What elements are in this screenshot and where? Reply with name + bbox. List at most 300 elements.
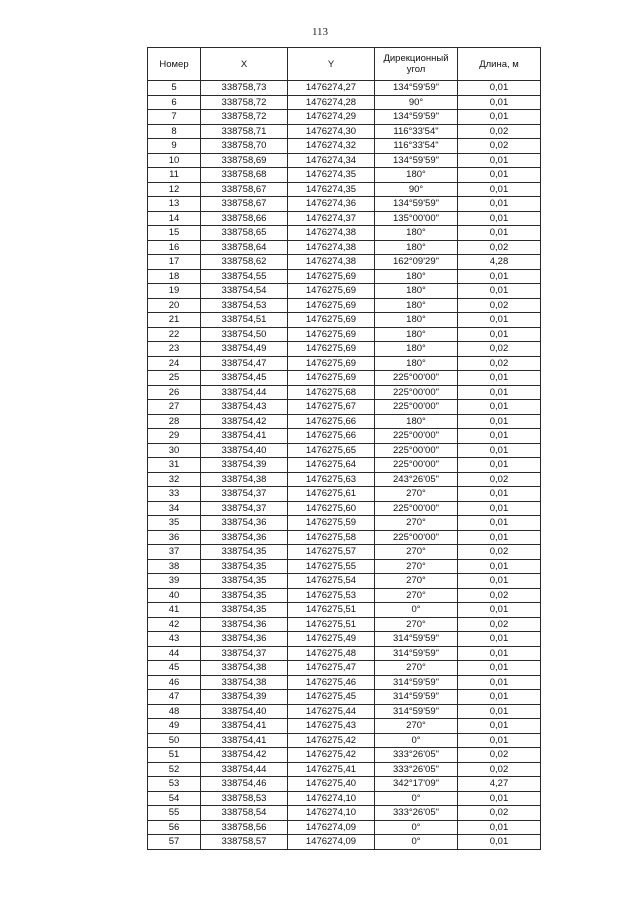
cell-x: 338754,49	[201, 342, 288, 357]
cell-length: 0,01	[458, 443, 541, 458]
cell-direction-angle: 225°00'00"	[375, 371, 458, 386]
cell-number: 32	[148, 472, 201, 487]
table-row	[148, 400, 541, 415]
cell-number: 10	[148, 153, 201, 168]
cell-direction-angle: 333°26'05"	[375, 762, 458, 777]
cell-number: 9	[148, 139, 201, 154]
cell-number: 16	[148, 240, 201, 255]
cell-y: 1476275,41	[288, 762, 375, 777]
table-row	[148, 704, 541, 719]
cell-length: 0,01	[458, 400, 541, 415]
cell-x: 338758,64	[201, 240, 288, 255]
cell-number: 28	[148, 414, 201, 429]
cell-y: 1476275,69	[288, 371, 375, 386]
cell-x: 338754,43	[201, 400, 288, 415]
cell-x: 338754,37	[201, 501, 288, 516]
cell-length: 4,28	[458, 255, 541, 270]
header-length: Длина, м	[458, 48, 541, 81]
cell-number: 6	[148, 95, 201, 110]
cell-y: 1476275,69	[288, 342, 375, 357]
cell-y: 1476275,60	[288, 501, 375, 516]
table-row	[148, 675, 541, 690]
table-row	[148, 617, 541, 632]
cell-x: 338754,41	[201, 733, 288, 748]
cell-length: 0,01	[458, 603, 541, 618]
cell-direction-angle: 270°	[375, 661, 458, 676]
cell-number: 51	[148, 748, 201, 763]
cell-y: 1476274,35	[288, 182, 375, 197]
table-row	[148, 791, 541, 806]
cell-direction-angle: 135°00'00"	[375, 211, 458, 226]
cell-y: 1476274,30	[288, 124, 375, 139]
cell-length: 0,02	[458, 762, 541, 777]
cell-number: 5	[148, 81, 201, 96]
cell-length: 0,01	[458, 81, 541, 96]
cell-length: 0,01	[458, 110, 541, 125]
cell-y: 1476275,69	[288, 356, 375, 371]
cell-direction-angle: 0°	[375, 603, 458, 618]
cell-y: 1476275,49	[288, 632, 375, 647]
cell-x: 338754,38	[201, 675, 288, 690]
cell-number: 42	[148, 617, 201, 632]
cell-number: 31	[148, 458, 201, 473]
page-number: 113	[311, 26, 329, 38]
cell-number: 12	[148, 182, 201, 197]
cell-length: 0,01	[458, 632, 541, 647]
cell-length: 0,02	[458, 472, 541, 487]
table-row	[148, 559, 541, 574]
table-row	[148, 530, 541, 545]
cell-length: 0,01	[458, 690, 541, 705]
cell-number: 20	[148, 298, 201, 313]
cell-number: 15	[148, 226, 201, 241]
cell-length: 0,01	[458, 385, 541, 400]
cell-x: 338758,72	[201, 110, 288, 125]
cell-direction-angle: 116°33'54"	[375, 139, 458, 154]
cell-x: 338754,35	[201, 574, 288, 589]
cell-y: 1476274,38	[288, 255, 375, 270]
cell-length: 0,02	[458, 617, 541, 632]
table-row	[148, 719, 541, 734]
table-row	[148, 443, 541, 458]
cell-length: 0,02	[458, 139, 541, 154]
cell-number: 50	[148, 733, 201, 748]
cell-x: 338758,65	[201, 226, 288, 241]
cell-x: 338754,35	[201, 603, 288, 618]
cell-x: 338754,50	[201, 327, 288, 342]
cell-y: 1476275,40	[288, 777, 375, 792]
cell-length: 0,02	[458, 748, 541, 763]
cell-length: 0,02	[458, 545, 541, 560]
table-row	[148, 733, 541, 748]
table-row	[148, 95, 541, 110]
cell-y: 1476275,44	[288, 704, 375, 719]
cell-x: 338758,62	[201, 255, 288, 270]
cell-direction-angle: 270°	[375, 545, 458, 560]
cell-direction-angle: 333°26'05"	[375, 806, 458, 821]
cell-length: 0,01	[458, 733, 541, 748]
cell-length: 4,27	[458, 777, 541, 792]
cell-direction-angle: 270°	[375, 719, 458, 734]
cell-direction-angle: 342°17'09"	[375, 777, 458, 792]
table-row	[148, 197, 541, 212]
cell-length: 0,02	[458, 240, 541, 255]
cell-length: 0,01	[458, 574, 541, 589]
cell-x: 338754,51	[201, 313, 288, 328]
cell-x: 338754,42	[201, 414, 288, 429]
cell-number: 8	[148, 124, 201, 139]
cell-direction-angle: 314°59'59"	[375, 646, 458, 661]
cell-x: 338758,56	[201, 820, 288, 835]
table-row	[148, 661, 541, 676]
cell-x: 338754,38	[201, 472, 288, 487]
cell-length: 0,01	[458, 530, 541, 545]
cell-x: 338754,37	[201, 487, 288, 502]
cell-y: 1476274,35	[288, 168, 375, 183]
cell-number: 7	[148, 110, 201, 125]
cell-length: 0,02	[458, 806, 541, 821]
cell-y: 1476275,69	[288, 313, 375, 328]
cell-y: 1476274,32	[288, 139, 375, 154]
cell-x: 338754,41	[201, 429, 288, 444]
cell-number: 46	[148, 675, 201, 690]
cell-y: 1476274,36	[288, 197, 375, 212]
cell-number: 45	[148, 661, 201, 676]
cell-y: 1476274,09	[288, 820, 375, 835]
table-row	[148, 385, 541, 400]
cell-x: 338754,41	[201, 719, 288, 734]
cell-y: 1476274,38	[288, 226, 375, 241]
cell-x: 338754,55	[201, 269, 288, 284]
cell-number: 44	[148, 646, 201, 661]
cell-length: 0,01	[458, 501, 541, 516]
cell-number: 41	[148, 603, 201, 618]
cell-direction-angle: 134°59'59"	[375, 81, 458, 96]
cell-x: 338758,53	[201, 791, 288, 806]
cell-y: 1476274,28	[288, 95, 375, 110]
cell-direction-angle: 180°	[375, 168, 458, 183]
cell-length: 0,01	[458, 704, 541, 719]
table-row	[148, 748, 541, 763]
table-row	[148, 820, 541, 835]
cell-direction-angle: 270°	[375, 574, 458, 589]
cell-length: 0,01	[458, 313, 541, 328]
table-row	[148, 298, 541, 313]
cell-direction-angle: 314°59'59"	[375, 675, 458, 690]
cell-direction-angle: 314°59'59"	[375, 690, 458, 705]
cell-number: 38	[148, 559, 201, 574]
table-row	[148, 414, 541, 429]
cell-y: 1476275,69	[288, 269, 375, 284]
cell-direction-angle: 180°	[375, 356, 458, 371]
table-row	[148, 472, 541, 487]
cell-x: 338758,73	[201, 81, 288, 96]
table-row	[148, 327, 541, 342]
cell-length: 0,02	[458, 588, 541, 603]
table-row	[148, 356, 541, 371]
cell-length: 0,01	[458, 675, 541, 690]
header-number: Номер	[148, 48, 201, 81]
cell-direction-angle: 180°	[375, 342, 458, 357]
cell-y: 1476275,69	[288, 327, 375, 342]
cell-direction-angle: 134°59'59"	[375, 197, 458, 212]
cell-y: 1476275,55	[288, 559, 375, 574]
cell-number: 11	[148, 168, 201, 183]
cell-x: 338754,46	[201, 777, 288, 792]
header-row	[148, 48, 541, 81]
cell-direction-angle: 180°	[375, 298, 458, 313]
cell-direction-angle: 134°59'59"	[375, 110, 458, 125]
cell-direction-angle: 180°	[375, 313, 458, 328]
cell-length: 0,01	[458, 646, 541, 661]
cell-y: 1476275,42	[288, 748, 375, 763]
cell-y: 1476274,10	[288, 791, 375, 806]
table-row	[148, 501, 541, 516]
cell-direction-angle: 180°	[375, 269, 458, 284]
cell-length: 0,01	[458, 429, 541, 444]
cell-length: 0,01	[458, 820, 541, 835]
cell-direction-angle: 225°00'00"	[375, 458, 458, 473]
table-body	[148, 81, 541, 850]
cell-x: 338754,44	[201, 762, 288, 777]
table-row	[148, 313, 541, 328]
cell-direction-angle: 180°	[375, 284, 458, 299]
cell-x: 338758,72	[201, 95, 288, 110]
cell-length: 0,02	[458, 342, 541, 357]
cell-direction-angle: 243°26'05"	[375, 472, 458, 487]
cell-y: 1476275,42	[288, 733, 375, 748]
cell-number: 57	[148, 835, 201, 850]
table-row	[148, 806, 541, 821]
cell-x: 338754,36	[201, 632, 288, 647]
cell-y: 1476275,67	[288, 400, 375, 415]
table-row	[148, 487, 541, 502]
cell-number: 54	[148, 791, 201, 806]
cell-y: 1476275,69	[288, 284, 375, 299]
cell-y: 1476275,58	[288, 530, 375, 545]
cell-x: 338754,39	[201, 458, 288, 473]
cell-length: 0,01	[458, 269, 541, 284]
cell-length: 0,01	[458, 182, 541, 197]
table-row	[148, 603, 541, 618]
header-y: Y	[288, 48, 375, 81]
table-row	[148, 269, 541, 284]
cell-number: 55	[148, 806, 201, 821]
cell-number: 34	[148, 501, 201, 516]
cell-y: 1476274,09	[288, 835, 375, 850]
table-row	[148, 124, 541, 139]
cell-direction-angle: 0°	[375, 835, 458, 850]
cell-direction-angle: 225°00'00"	[375, 530, 458, 545]
cell-y: 1476274,29	[288, 110, 375, 125]
table-row	[148, 371, 541, 386]
cell-y: 1476275,61	[288, 487, 375, 502]
cell-number: 53	[148, 777, 201, 792]
cell-number: 47	[148, 690, 201, 705]
cell-y: 1476275,51	[288, 617, 375, 632]
cell-y: 1476275,66	[288, 429, 375, 444]
cell-x: 338754,40	[201, 704, 288, 719]
table-row	[148, 168, 541, 183]
cell-y: 1476275,43	[288, 719, 375, 734]
cell-y: 1476275,59	[288, 516, 375, 531]
cell-number: 39	[148, 574, 201, 589]
cell-direction-angle: 270°	[375, 487, 458, 502]
cell-y: 1476275,54	[288, 574, 375, 589]
cell-number: 33	[148, 487, 201, 502]
cell-length: 0,01	[458, 284, 541, 299]
cell-y: 1476275,68	[288, 385, 375, 400]
table-row	[148, 516, 541, 531]
table-row	[148, 284, 541, 299]
cell-x: 338754,36	[201, 617, 288, 632]
table-row	[148, 226, 541, 241]
cell-length: 0,01	[458, 487, 541, 502]
cell-y: 1476274,34	[288, 153, 375, 168]
table-row	[148, 646, 541, 661]
cell-number: 14	[148, 211, 201, 226]
cell-y: 1476274,10	[288, 806, 375, 821]
cell-y: 1476275,53	[288, 588, 375, 603]
cell-y: 1476275,45	[288, 690, 375, 705]
cell-number: 18	[148, 269, 201, 284]
cell-direction-angle: 0°	[375, 733, 458, 748]
header-x: X	[201, 48, 288, 81]
cell-length: 0,01	[458, 835, 541, 850]
cell-length: 0,01	[458, 516, 541, 531]
cell-number: 27	[148, 400, 201, 415]
cell-number: 29	[148, 429, 201, 444]
cell-length: 0,01	[458, 414, 541, 429]
cell-direction-angle: 0°	[375, 820, 458, 835]
table-header	[148, 48, 541, 81]
cell-direction-angle: 225°00'00"	[375, 443, 458, 458]
cell-length: 0,01	[458, 791, 541, 806]
cell-number: 48	[148, 704, 201, 719]
cell-x: 338758,67	[201, 197, 288, 212]
cell-x: 338758,67	[201, 182, 288, 197]
cell-length: 0,02	[458, 124, 541, 139]
cell-length: 0,02	[458, 356, 541, 371]
cell-number: 52	[148, 762, 201, 777]
cell-number: 35	[148, 516, 201, 531]
cell-number: 25	[148, 371, 201, 386]
cell-x: 338754,45	[201, 371, 288, 386]
cell-number: 21	[148, 313, 201, 328]
cell-length: 0,01	[458, 371, 541, 386]
table-row	[148, 211, 541, 226]
cell-x: 338758,68	[201, 168, 288, 183]
cell-x: 338758,70	[201, 139, 288, 154]
cell-x: 338758,66	[201, 211, 288, 226]
cell-y: 1476275,64	[288, 458, 375, 473]
table-row	[148, 632, 541, 647]
cell-length: 0,01	[458, 226, 541, 241]
cell-direction-angle: 90°	[375, 182, 458, 197]
cell-direction-angle: 225°00'00"	[375, 400, 458, 415]
cell-x: 338754,54	[201, 284, 288, 299]
cell-x: 338754,35	[201, 588, 288, 603]
cell-number: 56	[148, 820, 201, 835]
cell-length: 0,01	[458, 168, 541, 183]
cell-x: 338754,47	[201, 356, 288, 371]
cell-y: 1476275,57	[288, 545, 375, 560]
cell-length: 0,01	[458, 458, 541, 473]
cell-y: 1476275,46	[288, 675, 375, 690]
cell-length: 0,01	[458, 327, 541, 342]
cell-length: 0,01	[458, 197, 541, 212]
cell-number: 17	[148, 255, 201, 270]
cell-x: 338758,69	[201, 153, 288, 168]
cell-number: 37	[148, 545, 201, 560]
cell-y: 1476275,65	[288, 443, 375, 458]
cell-y: 1476274,38	[288, 240, 375, 255]
cell-number: 13	[148, 197, 201, 212]
cell-direction-angle: 270°	[375, 516, 458, 531]
cell-y: 1476275,69	[288, 298, 375, 313]
cell-x: 338754,42	[201, 748, 288, 763]
cell-x: 338754,53	[201, 298, 288, 313]
cell-direction-angle: 314°59'59"	[375, 632, 458, 647]
cell-number: 49	[148, 719, 201, 734]
table-row	[148, 545, 541, 560]
table-row	[148, 835, 541, 850]
table-row	[148, 342, 541, 357]
cell-direction-angle: 225°00'00"	[375, 429, 458, 444]
table-row	[148, 777, 541, 792]
coordinates-table	[147, 47, 541, 850]
cell-direction-angle: 270°	[375, 559, 458, 574]
cell-direction-angle: 116°33'54"	[375, 124, 458, 139]
table-row	[148, 690, 541, 705]
table-row	[148, 153, 541, 168]
cell-y: 1476275,48	[288, 646, 375, 661]
cell-direction-angle: 162°09'29"	[375, 255, 458, 270]
cell-direction-angle: 270°	[375, 588, 458, 603]
cell-number: 23	[148, 342, 201, 357]
cell-x: 338758,54	[201, 806, 288, 821]
table-row	[148, 255, 541, 270]
table-row	[148, 429, 541, 444]
cell-number: 24	[148, 356, 201, 371]
cell-x: 338754,35	[201, 545, 288, 560]
table-row	[148, 240, 541, 255]
cell-x: 338754,37	[201, 646, 288, 661]
table-row	[148, 588, 541, 603]
cell-x: 338754,40	[201, 443, 288, 458]
cell-number: 36	[148, 530, 201, 545]
cell-length: 0,01	[458, 719, 541, 734]
cell-number: 40	[148, 588, 201, 603]
cell-number: 26	[148, 385, 201, 400]
cell-direction-angle: 180°	[375, 414, 458, 429]
table-row	[148, 458, 541, 473]
table-row	[148, 182, 541, 197]
cell-length: 0,01	[458, 95, 541, 110]
cell-y: 1476275,51	[288, 603, 375, 618]
cell-length: 0,01	[458, 153, 541, 168]
cell-direction-angle: 314°59'59"	[375, 704, 458, 719]
table-row	[148, 574, 541, 589]
cell-y: 1476275,47	[288, 661, 375, 676]
cell-x: 338754,38	[201, 661, 288, 676]
cell-x: 338754,36	[201, 516, 288, 531]
cell-direction-angle: 180°	[375, 226, 458, 241]
table-row	[148, 81, 541, 96]
cell-direction-angle: 225°00'00"	[375, 385, 458, 400]
cell-direction-angle: 90°	[375, 95, 458, 110]
table-row	[148, 139, 541, 154]
